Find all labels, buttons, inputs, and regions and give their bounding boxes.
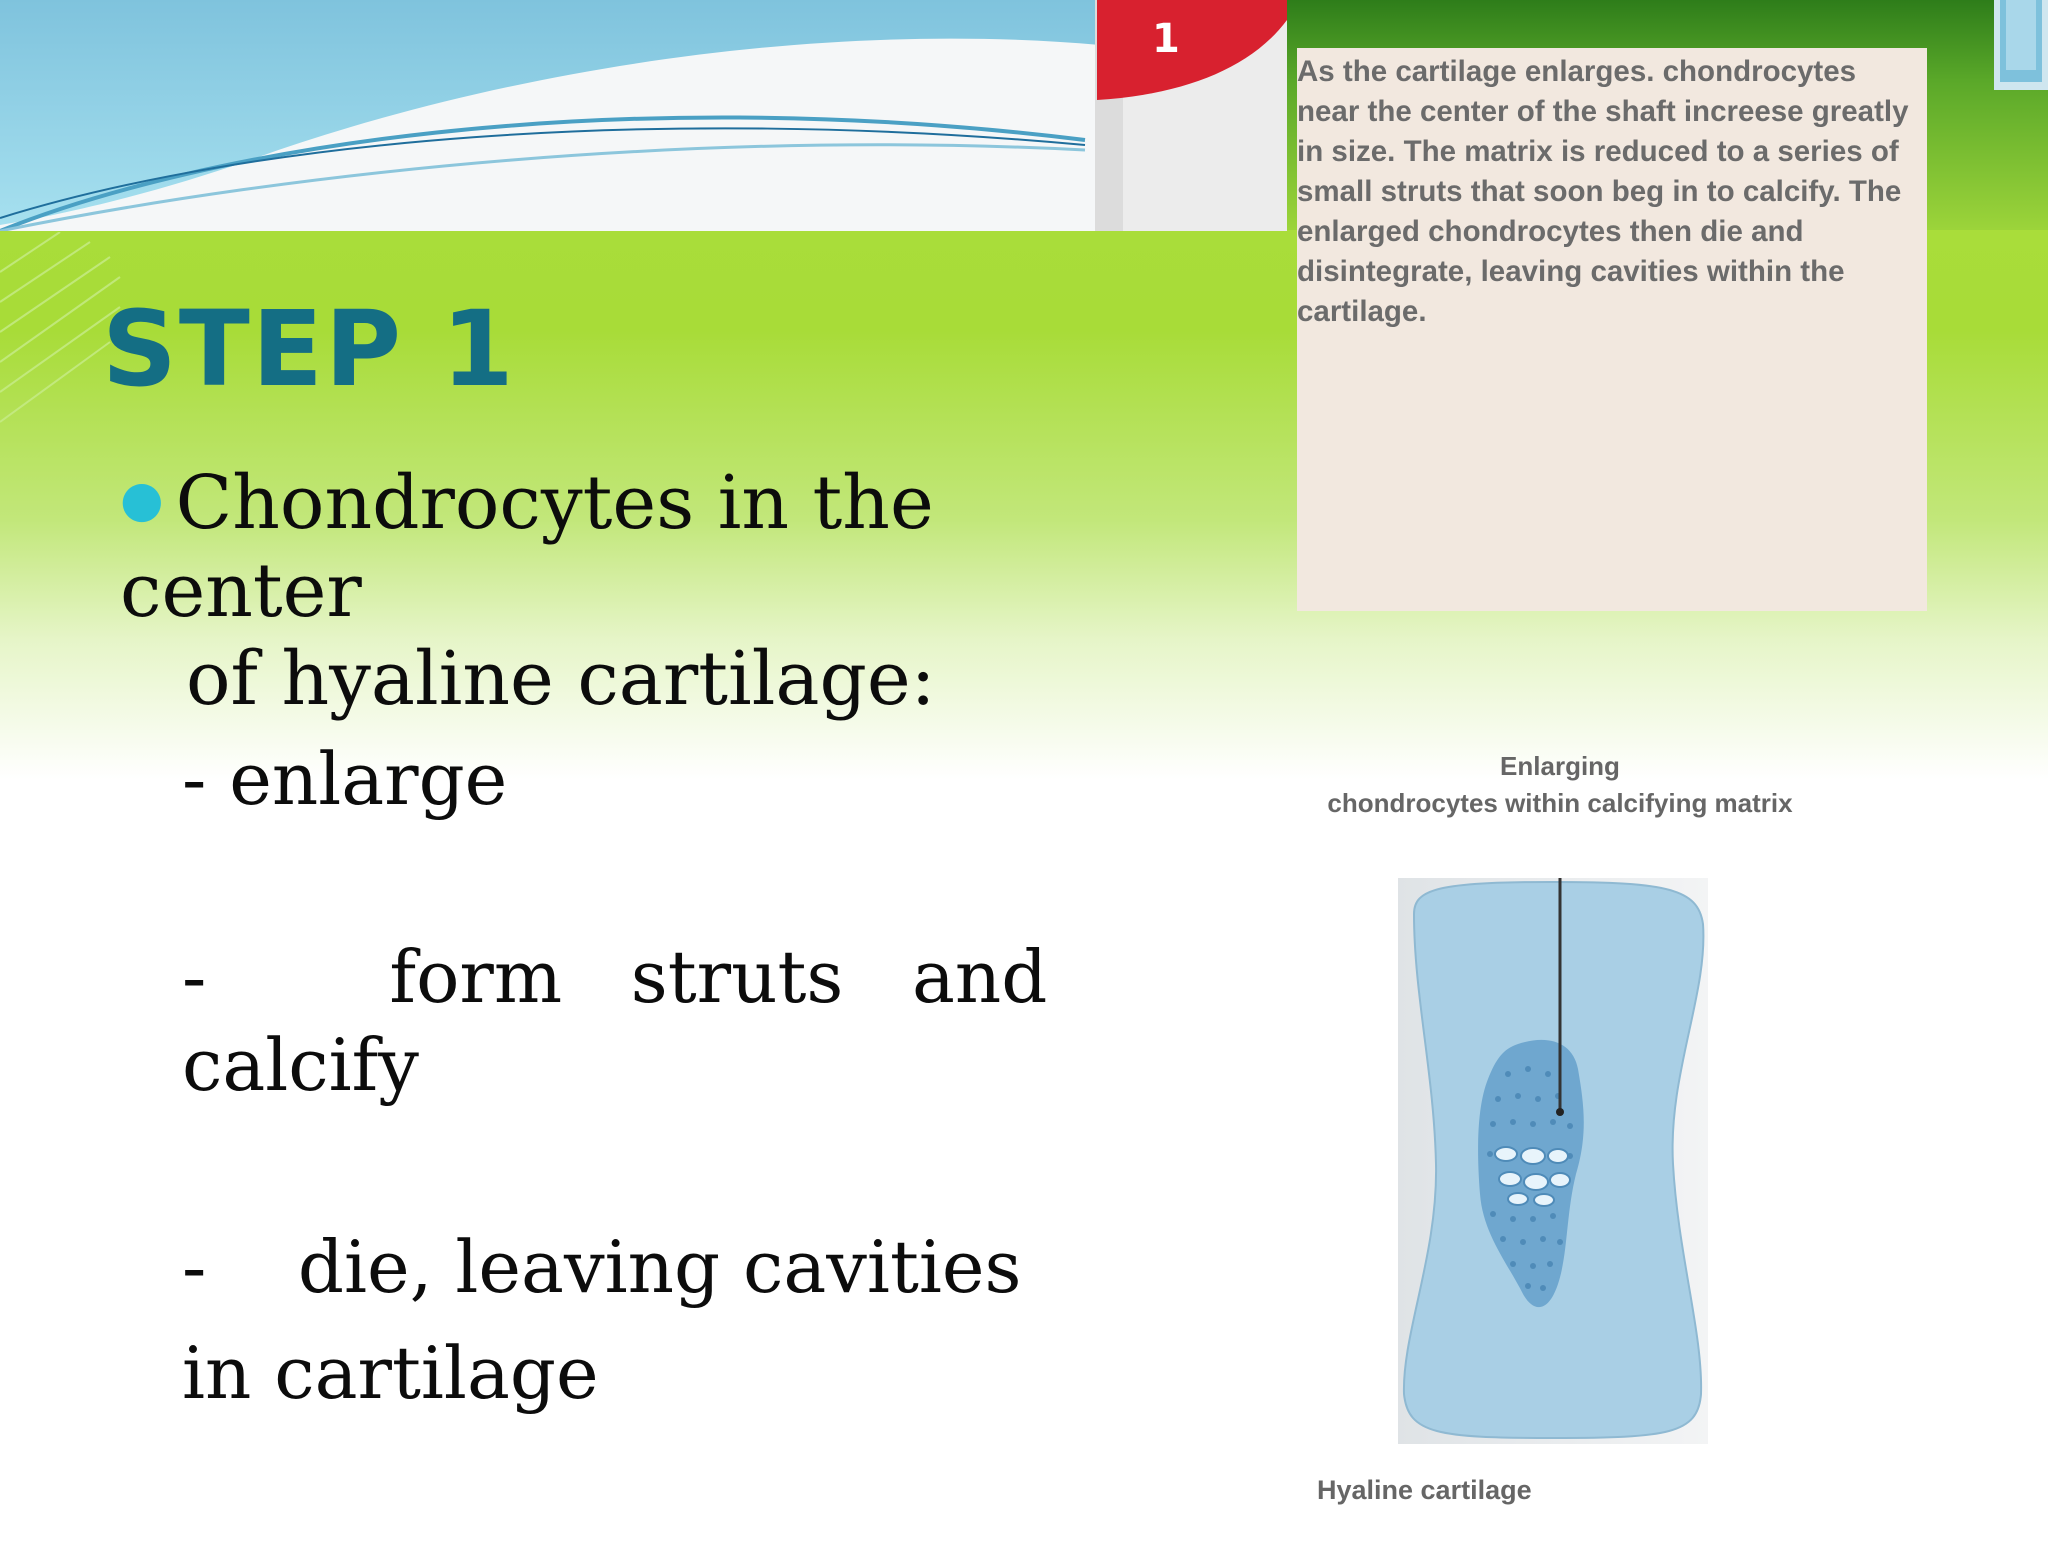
diagram-label-top-line1: Enlarging — [1500, 751, 1620, 781]
bullet-dot-icon: ● — [120, 470, 164, 528]
badge-number: 1 — [1152, 16, 1180, 62]
sub-point-die-continued: in cartilage — [182, 1331, 599, 1415]
diagram-label-top-line2: chondrocytes within calcifying matrix — [1327, 788, 1793, 818]
bullet-text-line1: Chondrocytes in the center — [120, 460, 934, 634]
cartilage-diagram — [1398, 874, 1708, 1444]
corner-tab-icon — [1994, 0, 2048, 90]
sub-point-struts: - form struts and calcify — [182, 935, 1048, 1107]
description-box — [1297, 48, 1927, 611]
slide-title: STEP 1 — [102, 288, 516, 410]
sub-point-die: - die, leaving cavities — [182, 1225, 1022, 1309]
label-pointer-dot — [1556, 1108, 1564, 1116]
diagram-label-top — [1300, 748, 1820, 822]
sub-point-enlarge: - enlarge — [182, 737, 508, 821]
bullet-text-line2: of hyaline cartilage: — [186, 636, 936, 722]
bullet-item — [120, 455, 1040, 723]
diagram-label-bottom: Hyaline cartilage — [1317, 1475, 1532, 1505]
header-banner-image — [0, 0, 1287, 231]
description-text: As the cartilage enlarges. chondrocytes near the center of the shaft increese greatly in size. The matrix is reduced to a series of small struts that soon beg in to calcify. The enlarged chondrocytes then die and disintegrate, leaving cavities within the cartilage. — [1297, 55, 1909, 328]
